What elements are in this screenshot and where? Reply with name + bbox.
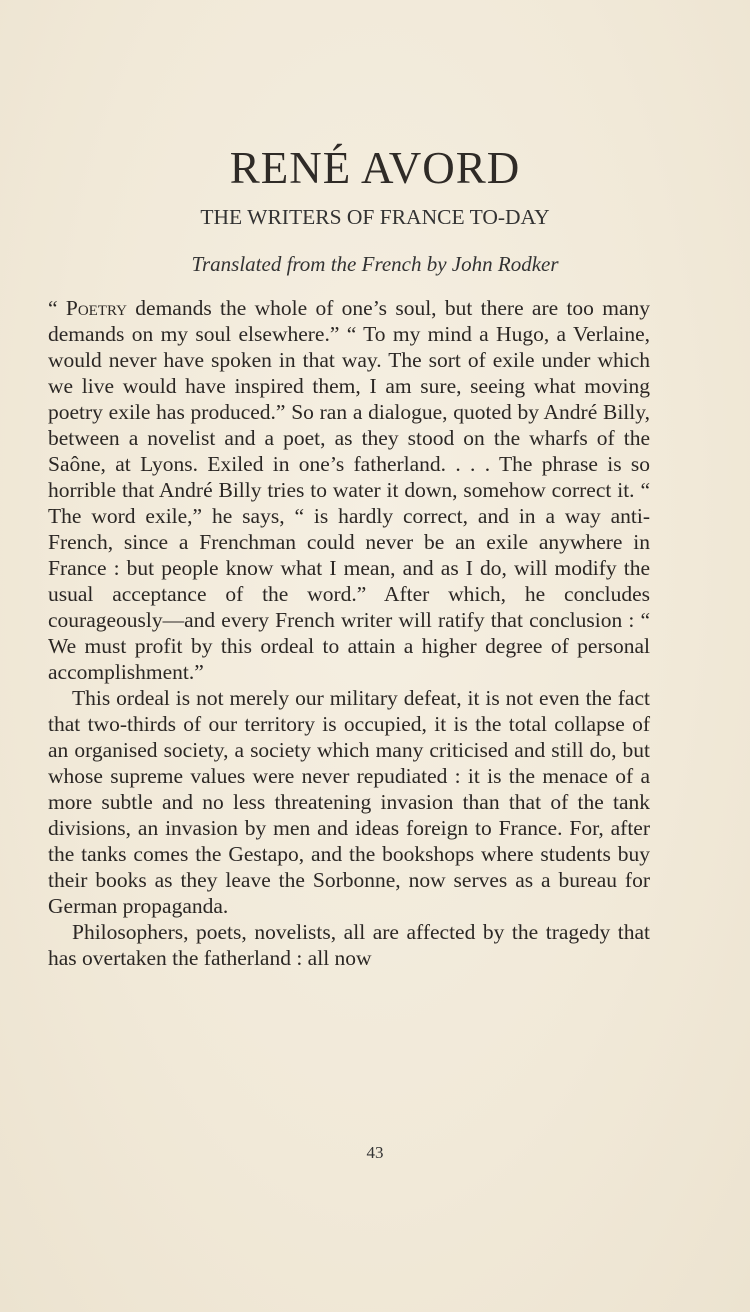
- lead-word: Poetry: [65, 296, 127, 320]
- paragraph-3: Philosophers, poets, novelists, all are affected by the tragedy that has overtaken the fatherland : all now: [48, 920, 650, 970]
- paragraph-1-text: demands the whole of one’s soul, but there are too many demands on my soul elsewhere.” “ To my mind a Hugo, a Verlaine, would never have spoken in that way. The sort of exile under which we live would have inspired them, I am sure, seeing what moving poetry exile has produced.” So ran a dialogue, quoted by André Billy, between a novelist and a poet, as they stood on the wharfs of the Saône, at Lyons. Exiled in one’s fatherland. . . . The phrase is so horrible that André Billy tries to water it down, somehow correct it. “ The word exile,” he says, “ is hardly correct, and in a way anti-French, since a Frenchman could never be an exile anywhere in France : but people know what I mean, and as I do, will modify the usual acceptance of the word.” After which, he concludes courageously—and every French writer will ratify that conclusion : “ We must profit by this ordeal to attain a higher degree of personal accomplishment.”: [48, 296, 651, 684]
- author-name: RENÉ AVORD: [229, 143, 521, 193]
- article-body: [48, 295, 650, 971]
- translator-note: Translated from the French by John Rodker: [191, 252, 559, 276]
- article-title: THE WRITERS OF FRANCE TO-DAY: [200, 205, 550, 229]
- opening-quote: “: [48, 296, 66, 320]
- paragraph-1: [48, 295, 650, 685]
- paragraph-2: This ordeal is not merely our military defeat, it is not even the fact that two-thirds of our territory is occupied, it is the total collapse of an organised society, a society which many criticised and still do, but whose supreme values were never repudiated : it is the menace of a more subtle and no less threatening invasion than that of the tank divisions, an invasion by men and ideas foreign to France. For, after the tanks comes the Gestapo, and the bookshops where students buy their books as they leave the Sorbonne, now serves as a bureau for German propaganda.: [48, 686, 650, 918]
- page-number: 43: [366, 1143, 384, 1162]
